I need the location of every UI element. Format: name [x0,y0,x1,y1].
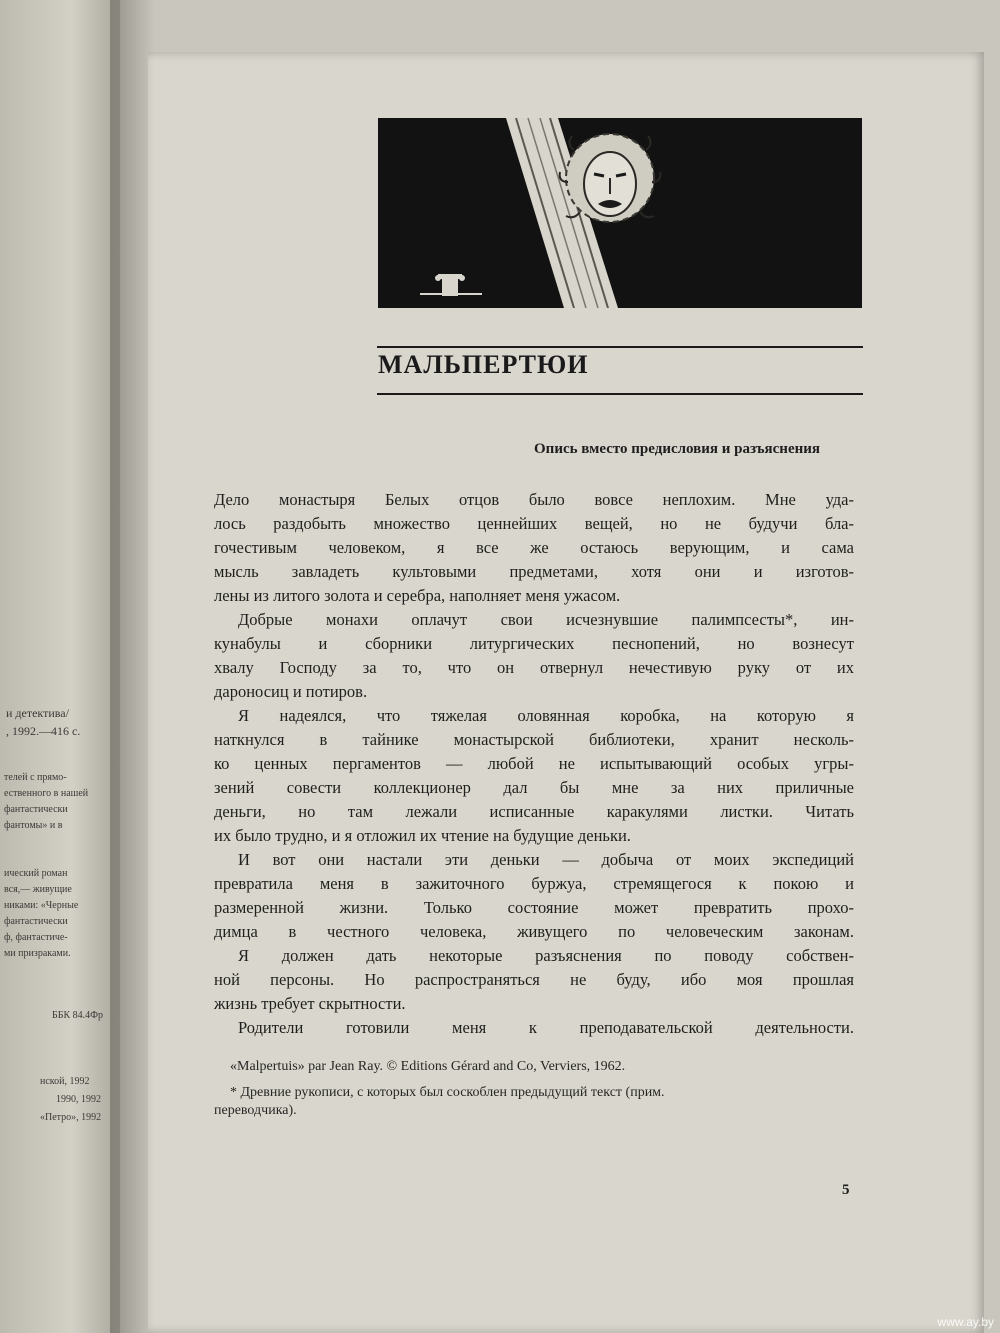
left-page-text: «Петро», 1992 [40,1112,102,1123]
text-line: размеренной жизни. Только состояние может превратить прохо- [214,898,854,917]
text-line: ко ценных пергаментов — любой не испытывающий особых угры- [214,754,854,773]
column-and-mask-illustration [378,118,862,308]
left-page-text: ф, фантастиче- [4,932,68,943]
left-page-text: и детектива/ [6,706,69,720]
left-page-text: 1990, 1992 [56,1094,101,1105]
text-line: И вот они настали эти деньки — добыча от моих экспедиций [238,850,854,869]
left-page-text: фантастически [4,804,68,815]
text-line: наткнулся в тайнике монастырской библиотеки, хранит несколь- [214,730,854,749]
left-page-text: никами: «Черные [4,900,79,911]
left-page-text: телей с прямо- [4,772,67,783]
text-line: зений совести коллекционер дал бы мне за них приличные [214,778,854,797]
left-page-text: ББК 84.4Фр [52,1010,104,1021]
text-line: дароносиц и потиров. [214,682,368,701]
text-line: лось раздобыть множество ценнейших вещей, но не будучи бла- [214,514,854,533]
chapter-subtitle: Опись вместо предисловия и разъяснения [534,441,820,457]
text-line: Я надеялся, что тяжелая оловянная коробка, на которую я [238,706,854,725]
title-rule-bottom [377,393,863,395]
footnote-line: * Древние рукописи, с которых был соскоблен предыдущий текст (прим. [230,1085,665,1100]
left-page-text: ический роман [4,868,68,879]
left-page-text: ественного в нашей [4,788,89,799]
copyright-note: «Malpertuis» par Jean Ray. © Editions Gérard and Co, Verviers, 1962. [230,1059,626,1074]
chapter-title: МАЛЬПЕРТЮИ [378,350,589,379]
text-line: хвалу Господу за то, что он отвернул нечестивую руку от их [214,658,854,677]
text-line: Добрые монахи оплачут свои исчезнувшие палимпсесты*, ин- [238,610,854,629]
left-page-edge [0,0,120,1333]
text-line: Я должен дать некоторые разъяснения по поводу собствен- [238,946,854,965]
title-rule-top [377,346,863,348]
text-line: деньги, но там лежали исписанные каракулями листки. Читать [214,802,854,821]
left-page-text: фантастически [4,916,68,927]
left-page-text: вся,— живущие [4,884,72,895]
text-line: жизнь требует скрытности. [214,994,406,1013]
text-line: мысль завладеть культовыми предметами, хотя они и изготов- [214,562,854,581]
text-line: лены из литого золота и серебра, наполняет меня ужасом. [214,586,621,605]
left-page-text: , 1992.—416 с. [6,724,81,738]
left-page-text: нской, 1992 [40,1076,90,1087]
text-line: кунабулы и сборники литургических песнопений, но вознесут [214,634,854,653]
chapter-illustration [378,118,862,308]
book-page [148,52,984,1333]
watermark: www.ay.by [937,1315,994,1329]
text-line: димца в честного человека, живущего по человеческим законам. [214,922,854,941]
text-line: ной персоны. Но распространяться не буду, ибо моя прошлая [214,970,854,989]
text-line: гочестивым человеком, я все же остаюсь верующим, и сама [214,538,854,557]
text-line: их было трудно, и я отложил их чтение на будущие деньки. [214,826,631,845]
left-page-text: фантомы» и в [4,820,63,831]
footnote-line: переводчика). [214,1103,297,1118]
text-line: превратила меня в зажиточного буржуа, стремящегося к покою и [214,874,854,893]
page-number: 5 [842,1182,850,1198]
left-page-text: ми призраками. [4,948,71,959]
text-line: Родители готовили меня к преподавательской деятельности. [238,1018,854,1037]
text-line: Дело монастыря Белых отцов было вовсе неплохим. Мне уда- [214,490,854,509]
